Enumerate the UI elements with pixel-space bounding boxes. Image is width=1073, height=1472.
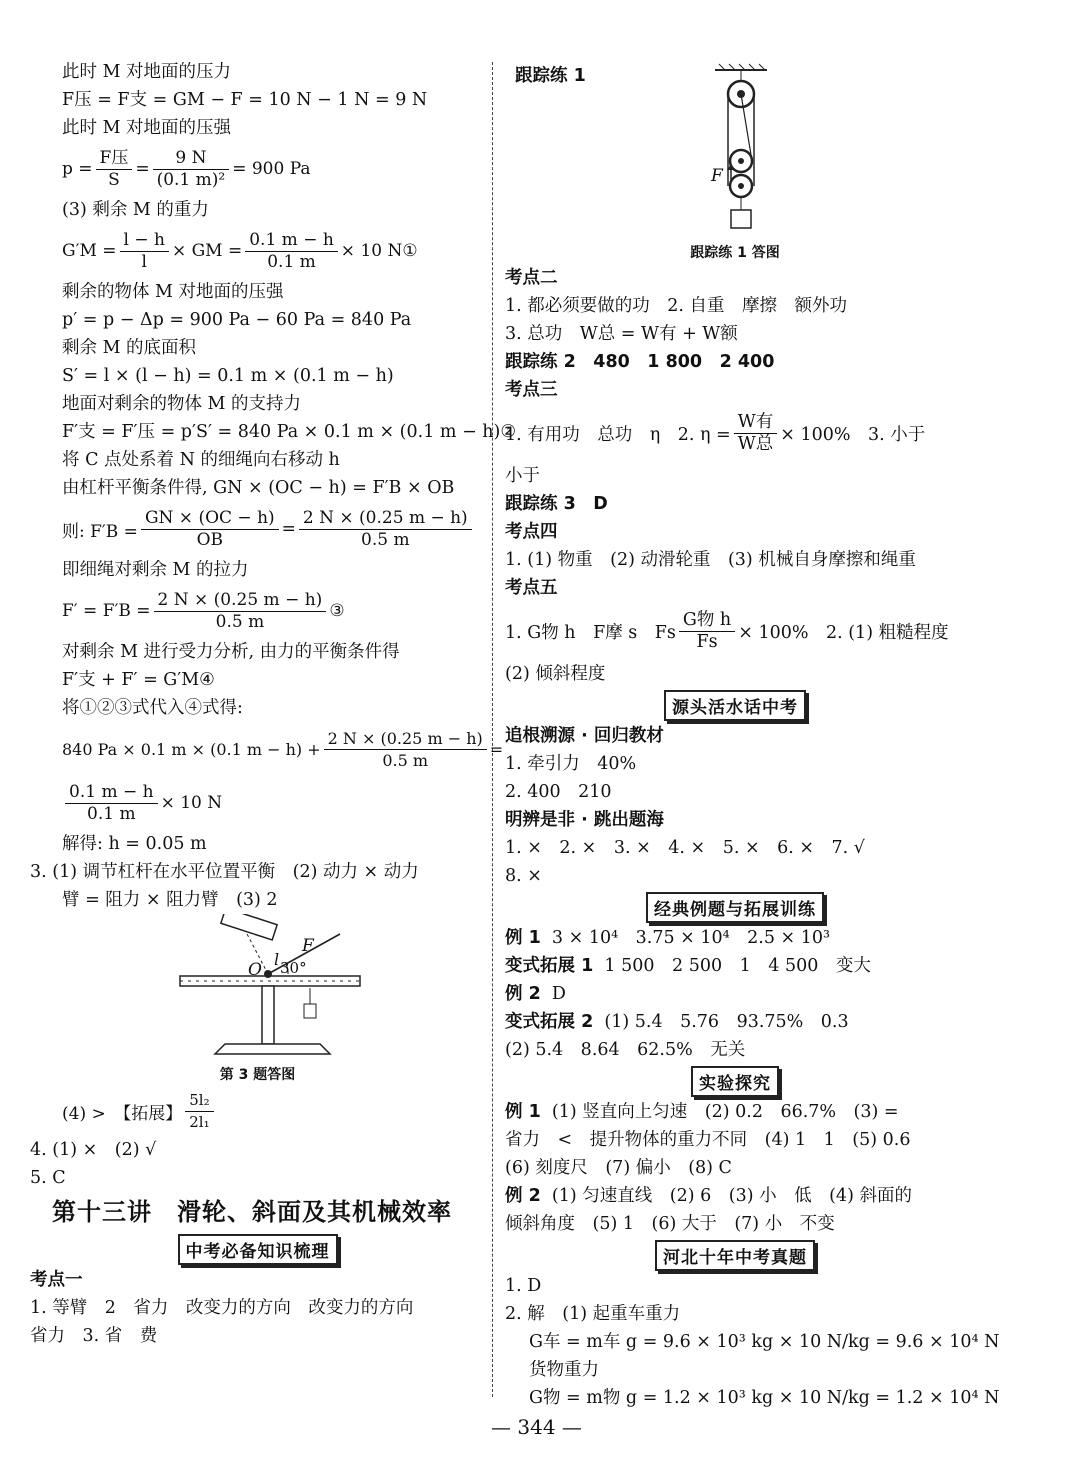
pulley-diagram	[505, 58, 1050, 238]
question-5: 5. C	[30, 1168, 66, 1188]
formula-line: F′支 = F′压 = p′S′ = 840 Pa × 0.1 m × (0.1 m − h)②	[62, 422, 517, 442]
experiment-line	[505, 1182, 1050, 1210]
variant-answer: (1) 5.4 5.76 93.75% 0.3	[604, 1012, 849, 1032]
label-F: F	[711, 166, 723, 186]
section-banner	[505, 688, 965, 722]
text-line: 将 C 点处系着 N 的细绳向右移动 h	[62, 450, 340, 470]
eq-lhs: 则: F′B =	[62, 521, 138, 542]
kaodian-heading: 考点五	[505, 578, 558, 598]
fraction-denominator: (0.1 m)²	[156, 169, 226, 190]
answer-line: (6) 刻度尺 (7) 偏小 (8) C	[505, 1158, 732, 1178]
eq-lhs: G′M =	[62, 241, 117, 261]
answer-line: (2) 倾斜程度	[505, 664, 606, 684]
fraction-denominator: 0.1 m	[87, 803, 136, 824]
track-line: 跟踪练 2 480 1 800 2 400	[505, 352, 775, 372]
question-3-cont: 臂 = 阻力 × 阻力臂 (3) 2	[62, 890, 278, 910]
text-line: (3) 剩余 M 的重力	[62, 200, 209, 220]
answer-line: 省力 < 提升物体的重力不同 (4) 1 1 (5) 0.6	[505, 1130, 911, 1150]
example-line	[505, 924, 1050, 952]
text-line: 对剩余 M 进行受力分析, 由力的平衡条件得	[62, 642, 400, 662]
variant-line	[505, 1008, 1050, 1036]
equation-fb	[30, 502, 485, 556]
section-badge: 河北十年中考真题	[655, 1240, 815, 1271]
subsection-heading: 追根溯源 · 回归教材	[505, 726, 664, 746]
formula-line: F压 = F支 = GM − F = 10 N − 1 N = 9 N	[62, 90, 428, 110]
eq-rhs: = 900 Pa	[232, 159, 311, 179]
subsection-heading: 明辨是非 · 跳出题海	[505, 810, 664, 830]
fraction	[324, 728, 487, 771]
experiment-answer: (1) 竖直向上匀速 (2) 0.2 66.7% (3) =	[551, 1102, 899, 1122]
answer-line: 3. 总功 W总 = W有 + W额	[505, 324, 738, 344]
section-banner	[505, 890, 965, 924]
answer-line: 货物重力	[529, 1360, 599, 1380]
lever-figure	[30, 914, 485, 1086]
fraction-numerator: 9 N	[153, 148, 230, 170]
eq-mid: × GM =	[171, 241, 243, 261]
lever-diagram	[30, 914, 485, 1064]
example-answer: 3 × 10⁴ 3.75 × 10⁴ 2.5 × 10³	[551, 928, 831, 948]
q3-4-text: (4) > 【拓展】	[62, 1103, 183, 1124]
question-4: 4. (1) × (2) √	[30, 1140, 157, 1160]
fraction-numerator: 0.1 m − h	[65, 782, 158, 804]
eq-rhs: × 10 N①	[340, 241, 418, 261]
answer-text: × 100% 2. (1) 粗糙程度	[738, 622, 949, 643]
fraction	[299, 508, 472, 551]
label-angle: 30°	[280, 959, 307, 977]
answer-line: 1. D	[505, 1276, 542, 1296]
experiment-answer: (1) 匀速直线 (2) 6 (3) 小 低 (4) 斜面的	[551, 1186, 912, 1206]
chapter-title: 第十三讲 滑轮、斜面及其机械效率	[52, 1198, 452, 1226]
fraction-numerator: F压	[96, 148, 133, 170]
answer-line: 8. ×	[505, 866, 542, 886]
text-line: 此时 M 对地面的压强	[62, 118, 232, 138]
example-line	[505, 980, 1050, 1008]
fraction-denominator: OB	[196, 529, 224, 550]
answer-line: (2) 5.4 8.64 62.5% 无关	[505, 1040, 746, 1060]
answer-line: 2. 解 (1) 起重车重力	[505, 1304, 681, 1324]
formula-line: G车 = m车 g = 9.6 × 10³ kg × 10 N/kg = 9.6 × 10⁴ N	[529, 1332, 1000, 1352]
fraction-numerator: G物 h	[679, 610, 735, 632]
variant-line	[505, 952, 1050, 980]
answer-line: 省力 3. 省 费	[30, 1326, 158, 1346]
fraction-denominator: l	[141, 251, 147, 272]
fraction-numerator: 2 N × (0.25 m − h)	[154, 590, 327, 612]
column-divider	[492, 62, 493, 1397]
label-O: O	[248, 960, 262, 980]
equation-pressure	[30, 142, 485, 196]
label-F: F	[302, 936, 314, 956]
text-line: 剩余的物体 M 对地面的压强	[62, 282, 284, 302]
section-badge: 源头活水话中考	[664, 690, 806, 721]
equation-substituted	[30, 722, 504, 776]
question-3: 3. (1) 调节杠杆在水平位置平衡 (2) 动力 × 动力	[30, 862, 419, 882]
text-line: 将①②③式代入④式得:	[62, 698, 243, 718]
fraction-numerator: 5l₂	[185, 1090, 213, 1112]
eq-lhs: F′ = F′B =	[62, 601, 151, 621]
figure-caption: 跟踪练 1 答图	[690, 245, 780, 261]
fraction-numerator: l − h	[120, 230, 169, 252]
eq-lhs: p =	[62, 159, 93, 179]
fraction-numerator: GN × (OC − h)	[141, 508, 279, 530]
fraction	[185, 1090, 213, 1133]
formula-line: F′支 + F′ = G′M④	[62, 670, 215, 690]
variant-answer: 1 500 2 500 1 4 500 变大	[604, 956, 871, 976]
text-line: 此时 M 对地面的压力	[62, 62, 232, 82]
fraction	[154, 590, 327, 633]
section-banner	[505, 1238, 965, 1272]
fraction-denominator: 2l₁	[189, 1112, 210, 1131]
section-badge: 中考必备知识梳理	[178, 1234, 338, 1265]
left-column	[30, 58, 517, 1350]
example-label: 例 2	[505, 1186, 541, 1206]
page-number: — 344 —	[491, 1415, 582, 1439]
solution-line: 解得: h = 0.05 m	[62, 834, 207, 854]
answer-text: × 100% 3. 小于	[780, 424, 926, 445]
fraction-denominator: 0.5 m	[382, 750, 429, 770]
answer-line: 小于	[505, 466, 540, 486]
fraction	[141, 508, 279, 551]
equation-remaining-weight	[30, 224, 485, 278]
fraction	[96, 148, 133, 191]
fraction-numerator: 2 N × (0.25 m − h)	[299, 508, 472, 530]
fraction-denominator: 0.5 m	[361, 529, 410, 550]
fraction-denominator: W总	[737, 433, 774, 454]
fraction-numerator: 2 N × (0.25 m − h)	[324, 728, 487, 750]
figure-caption: 第 3 题答图	[219, 1067, 296, 1083]
formula-line: 由杠杆平衡条件得, GN × (OC − h) = F′B × OB	[62, 478, 455, 498]
variant-label: 变式拓展 2	[505, 1012, 594, 1032]
fraction	[734, 412, 778, 455]
eq-rhs: =	[489, 739, 504, 759]
eq-lhs: 840 Pa × 0.1 m × (0.1 m − h) +	[62, 739, 321, 759]
example-label: 例 1	[505, 928, 541, 948]
fraction	[120, 230, 169, 273]
example-answer: D	[551, 984, 566, 1004]
label-l: l	[274, 950, 280, 969]
fraction	[245, 230, 338, 273]
variant-label: 变式拓展 1	[505, 956, 594, 976]
kaodian-heading: 考点四	[505, 522, 558, 542]
section-banner	[505, 1064, 965, 1098]
kaodian-heading: 考点一	[30, 1270, 83, 1290]
fraction	[679, 610, 735, 653]
example-label: 例 2	[505, 984, 541, 1004]
answer-line: 1. 牵引力 40%	[505, 754, 637, 774]
answer-text: 1. 有用功 总功 η 2. η =	[505, 424, 731, 445]
formula-line: S′ = l × (l − h) = 0.1 m × (0.1 m − h)	[62, 366, 394, 386]
fraction-denominator: 0.1 m	[267, 251, 316, 272]
text-line: 地面对剩余的物体 M 的支持力	[62, 394, 302, 414]
fraction-denominator: 0.5 m	[215, 611, 265, 632]
experiment-line	[505, 1098, 1050, 1126]
section-badge: 经典例题与拓展训练	[646, 892, 824, 923]
answer-line: 倾斜角度 (5) 1 (6) 大于 (7) 小 不变	[505, 1214, 835, 1234]
answer-line: 2. 400 210	[505, 782, 612, 802]
question-3-part4	[30, 1086, 485, 1136]
eq-mid: =	[281, 519, 296, 539]
text-line: 即细绳对剩余 M 的拉力	[62, 560, 249, 580]
section-banner	[30, 1232, 485, 1266]
track-label: 跟踪练 1	[515, 66, 586, 86]
efficiency-formula-line	[505, 404, 1050, 462]
answer-text: 1. G物 h F摩 s Fs	[505, 622, 676, 643]
eq-mid: =	[135, 159, 150, 179]
incline-formula-line	[505, 602, 1050, 660]
track-1-block	[505, 58, 1050, 264]
fraction-numerator: 0.1 m − h	[245, 230, 338, 252]
right-column	[505, 58, 1050, 1412]
example-label: 例 1	[505, 1102, 541, 1122]
fraction-denominator: S	[108, 169, 120, 190]
fraction	[65, 782, 158, 825]
text-line: 剩余 M 的底面积	[62, 338, 197, 358]
track-line: 跟踪练 3 D	[505, 494, 608, 514]
answer-line: 1. (1) 物重 (2) 动滑轮重 (3) 机械自身摩擦和绳重	[505, 550, 916, 570]
eq-rhs: ③	[329, 601, 345, 621]
fraction-numerator: W有	[734, 412, 778, 434]
kaodian-heading: 考点二	[505, 268, 558, 288]
answer-line: 1. × 2. × 3. × 4. × 5. × 6. × 7. √	[505, 838, 865, 858]
eq-rhs: × 10 N	[160, 793, 223, 813]
fraction	[153, 148, 230, 191]
equation-substituted-cont	[30, 776, 485, 830]
kaodian-heading: 考点三	[505, 380, 558, 400]
fraction-denominator: Fs	[696, 631, 718, 652]
formula-line: p′ = p − Δp = 900 Pa − 60 Pa = 840 Pa	[62, 310, 412, 330]
section-badge: 实验探究	[691, 1066, 779, 1097]
formula-line: G物 = m物 g = 1.2 × 10³ kg × 10 N/kg = 1.2 × 10⁴ N	[529, 1388, 1000, 1408]
equation-pull	[30, 584, 485, 638]
answer-line: 1. 等臂 2 省力 改变力的方向 改变力的方向	[30, 1298, 414, 1318]
answer-line: 1. 都必须要做的功 2. 自重 摩擦 额外功	[505, 296, 848, 316]
